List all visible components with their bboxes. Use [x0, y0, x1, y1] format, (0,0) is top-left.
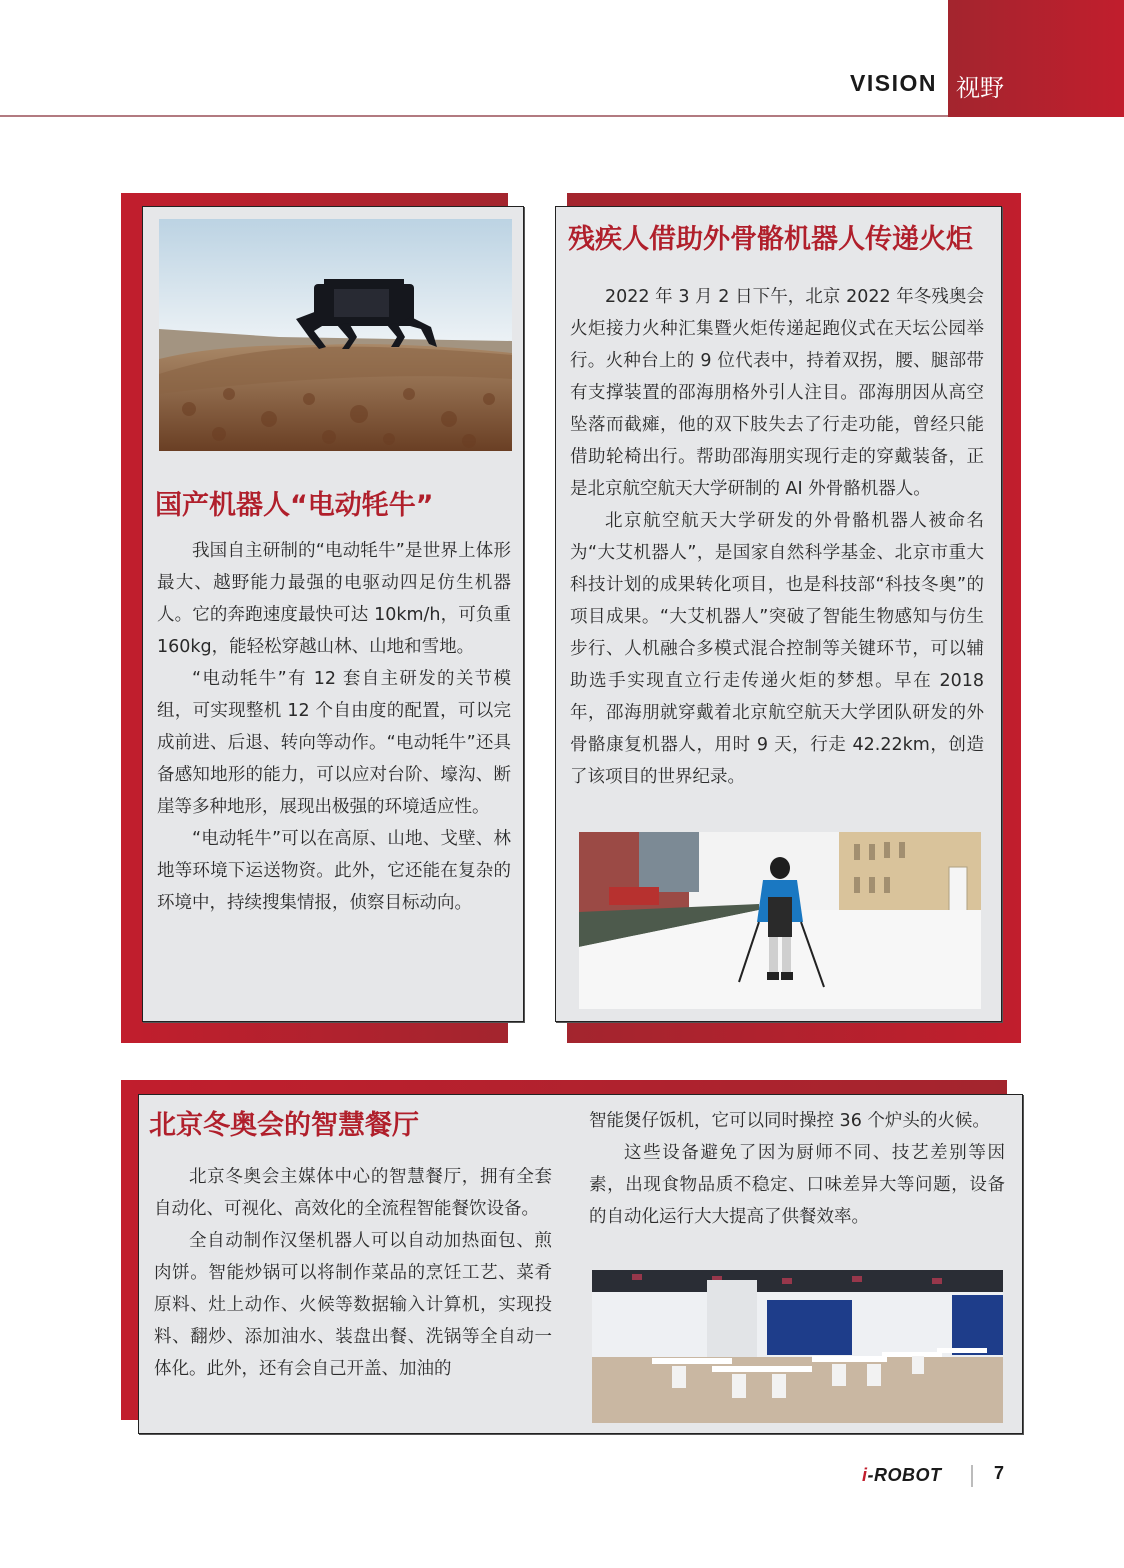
article-exo-title: 残疾人借助外骨骼机器人传递火炬 — [568, 224, 973, 255]
exoskeleton-walk-photo — [579, 832, 981, 1009]
logo-i: i — [862, 1465, 868, 1485]
quadruped-robot-photo — [159, 219, 512, 451]
quadruped-robot-image — [159, 219, 512, 451]
paragraph: 这些设备避免了因为厨师不同、技艺差别等因素，出现食物品质不稳定、口味差异大等问题，设备的自动化运行大大提高了供餐效率。 — [589, 1143, 1005, 1227]
paragraph: 智能煲仔饭机，它可以同时操控 36 个炉头的火候。 — [589, 1111, 990, 1131]
section-title-cn: 视野 — [956, 74, 1004, 102]
article-restaurant-body-left — [154, 1161, 552, 1385]
paragraph: 北京航空航天大学研发的外骨骼机器人被命名为“大艾机器人”，是国家自然科学基金、北京市重大科技计划的成果转化项目，也是科技部“科技冬奥”的项目成果。“大艾机器人”突破了智能生物感知与仿生步行、人机融合多模式混合控制等关键环节，可以辅助选手实现直立行走传递火炬的梦想。早在 2018 年，邵海朋就穿戴着北京航空航天大学团队研发的外骨骼康复机器人，用时 9 天，行走 42.22km，创造了该项目的世界纪录。 — [570, 511, 984, 787]
article-yak-title: 国产机器人“电动牦牛” — [155, 490, 434, 521]
paragraph: 我国自主研制的“电动牦牛”是世界上体形最大、越野能力最强的电驱动四足仿生机器人。它的奔跑速度最快可达 10km/h，可负重 160kg，能轻松穿越山林、山地和雪地。 — [157, 541, 511, 657]
magazine-logo — [862, 1465, 942, 1486]
footer-divider — [971, 1465, 973, 1487]
article-restaurant-body-right — [589, 1105, 1005, 1233]
restaurant-photo — [592, 1270, 1003, 1423]
paragraph: 全自动制作汉堡机器人可以自动加热面包、煎肉饼。智能炒锅可以将制作菜品的烹饪工艺、菜肴原料、灶上动作、火候等数据输入计算机，实现投料、翻炒、添加油水、装盘出餐、洗锅等全自动一体化。此外，还有会自己开盖、加油的 — [154, 1231, 552, 1379]
exoskeleton-walk-image — [579, 832, 981, 1009]
article-exo-body — [570, 281, 984, 793]
article-restaurant-title: 北京冬奥会的智慧餐厅 — [149, 1110, 419, 1141]
header-rule — [0, 115, 948, 117]
page-number: 7 — [994, 1463, 1005, 1483]
article-yak-panel — [142, 206, 524, 1022]
article-exo-panel — [555, 206, 1002, 1022]
paragraph: “电动牦牛”可以在高原、山地、戈壁、林地等环境下运送物资。此外，它还能在复杂的环境中，持续搜集情报，侦察目标动向。 — [157, 829, 511, 913]
restaurant-image — [592, 1270, 1003, 1423]
section-title-en: VISION — [850, 70, 937, 96]
paragraph: 2022 年 3 月 2 日下午，北京 2022 年冬残奥会火炬接力火种汇集暨火炬传递起跑仪式在天坛公园举行。火种台上的 9 位代表中，持着双拐，腰、腿部带有支撑装置的邵海朋格外引人注目。邵海朋因从高空坠落而截瘫，他的双下肢失去了行走功能，曾经只能借助轮椅出行。帮助邵海朋实现行走的穿戴装备，正是北京航空航天大学研制的 AI 外骨骼机器人。 — [570, 287, 984, 499]
logo-robot: -ROBOT — [867, 1465, 942, 1485]
paragraph: “电动牦牛”有 12 套自主研发的关节模组，可实现整机 12 个自由度的配置，可以完成前进、后退、转向等动作。“电动牦牛”还具备感知地形的能力，可以应对台阶、壕沟、断崖等多种地形，展现出极强的环境适应性。 — [157, 669, 511, 817]
article-yak-body — [157, 535, 511, 919]
article-restaurant-panel — [138, 1094, 1023, 1434]
paragraph: 北京冬奥会主媒体中心的智慧餐厅，拥有全套自动化、可视化、高效化的全流程智能餐饮设备。 — [154, 1167, 552, 1219]
